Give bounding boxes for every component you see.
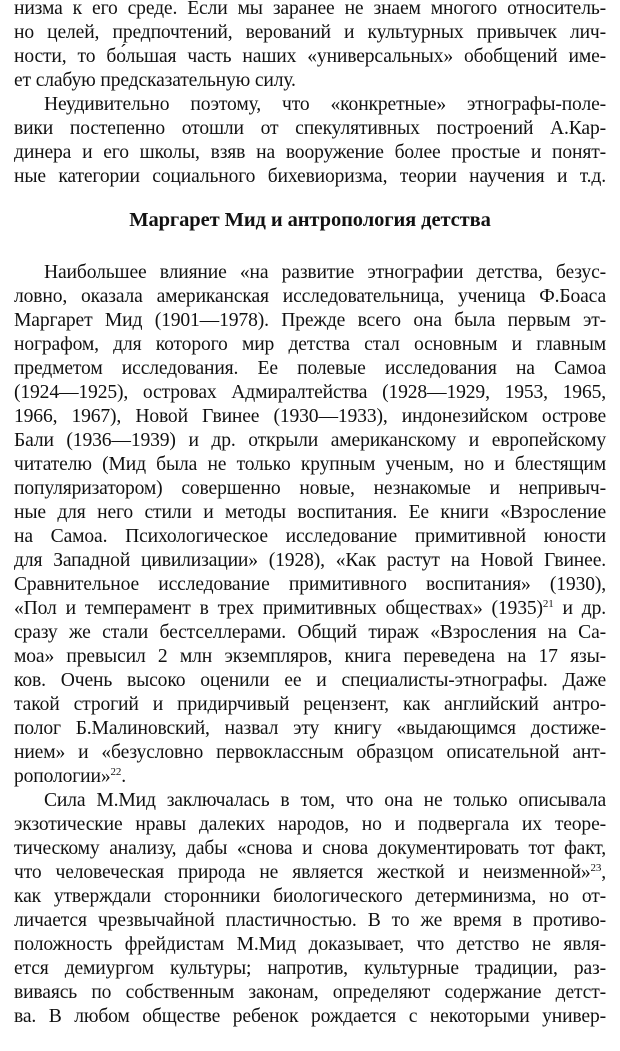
text-segment: «Пол и темперамент в трех примитивных обществах» (1935) bbox=[14, 598, 543, 619]
text-segment: что человеческая природа не является жесткой и неизменной» bbox=[14, 862, 591, 883]
text-line: Маргарет Мид (1901—1978). Прежде всего она была первым эт- bbox=[14, 310, 606, 331]
text-segment: ропологии» bbox=[14, 766, 111, 787]
text-line-with-footnote bbox=[14, 860, 606, 885]
text-line: 1966, 1967), Новой Гвинее (1930—1933), индонезийском острове bbox=[14, 406, 606, 427]
section-heading: Маргарет Мид и антропология детства bbox=[129, 209, 491, 231]
footnote-marker: 21 bbox=[542, 598, 554, 610]
footnote-marker: 22 bbox=[110, 766, 122, 778]
text-line: ные категории социального бихевиоризма, теории научения и т.д. bbox=[14, 166, 606, 187]
text-line: сразу же стали бестселлерами. Общий тираж «Взросления на Са- bbox=[14, 622, 606, 643]
text-line: читателю (Мид была не только крупным ученым, но и блестящим bbox=[14, 454, 606, 475]
text-line-with-footnote bbox=[14, 596, 606, 621]
text-line: вики постепенно отошли от спекулятивных построений А.Кар- bbox=[14, 118, 606, 139]
text-line: ков. Очень высоко оценили ее и специалисты-этнографы. Даже bbox=[14, 670, 606, 691]
text-line: положность фрейдистам М.Мид доказывает, что детство не явля- bbox=[14, 934, 606, 955]
text-line: виваясь по собственным законам, определяют содержание детст- bbox=[14, 982, 606, 1003]
text-line: Сравнительное исследование примитивного воспитания» (1930), bbox=[14, 574, 606, 595]
text-line: ные для него стили и методы воспитания. Ее книги «Взросление bbox=[14, 502, 606, 523]
text-line: на Самоа. Психологическое исследование примитивной юности bbox=[14, 526, 606, 547]
text-line: личается чрезвычайной пластичностью. В то же время в противо- bbox=[14, 910, 606, 931]
footnote-marker: 23 bbox=[590, 862, 602, 874]
text-line: ности, то бо́льшая часть наших «универсальных» обобщений име- bbox=[14, 46, 606, 67]
text-line: динера и его школы, взяв на вооружение более простые и понят- bbox=[14, 142, 606, 163]
text-line: тическому анализу, дабы «снова и снова документировать тот факт, bbox=[14, 838, 606, 859]
text-segment: и др. bbox=[553, 598, 606, 619]
text-line-with-footnote bbox=[14, 764, 606, 789]
text-line: популяризатором) совершенно новые, незнакомые и непривыч- bbox=[14, 478, 606, 499]
text-line: Бали (1936—1939) и др. открыли американскому и европейскому bbox=[14, 430, 606, 451]
text-line: такой строгий и придирчивый рецензент, как английский антро- bbox=[14, 694, 606, 715]
text-line: ва. В любом обществе ребенок рождается с некоторыми универ- bbox=[14, 1006, 606, 1027]
text-line: нием» и «безусловно первоклассным образцом описательной ант- bbox=[14, 742, 606, 763]
text-line: но целей, предпочтений, верований и культурных привычек лич- bbox=[14, 22, 606, 43]
paragraph-first-line: Неудивительно поэтому, что «конкретные» этнографы-поле- bbox=[44, 94, 606, 115]
text-line: экзотические нравы далеких народов, но и подвергала их теоре- bbox=[14, 814, 606, 835]
text-segment: , bbox=[601, 862, 606, 883]
paragraph-first-line: Сила М.Мид заключалась в том, что она не только описывала bbox=[44, 790, 606, 811]
text-line: ловно, оказала американская исследовательница, ученица Ф.Боаса bbox=[14, 286, 606, 307]
text-line: нографом, для которого мир детства стал основным и главным bbox=[14, 334, 606, 355]
text-line: предметом исследования. Ее полевые исследования на Самоа bbox=[14, 358, 606, 379]
text-line: низма к его среде. Если мы заранее не знаем многого относитель- bbox=[14, 0, 606, 19]
text-segment: . bbox=[121, 766, 126, 787]
text-line: как утверждали сторонники биологического детерминизма, но от- bbox=[14, 886, 606, 907]
text-line: полог Б.Малиновский, назвал эту книгу «выдающимся достиже- bbox=[14, 718, 606, 739]
paragraph-first-line: Наибольшее влияние «на развитие этнографии детства, безус- bbox=[44, 262, 606, 283]
text-line: для Западной цивилизации» (1928), «Как растут на Новой Гвинее. bbox=[14, 550, 606, 571]
text-line: ет слабую предсказательную силу. bbox=[14, 70, 296, 91]
text-line: ется демиургом культуры; напротив, культурные традиции, раз- bbox=[14, 958, 606, 979]
text-line: (1924—1925), островах Адмиралтейства (1928—1929, 1953, 1965, bbox=[14, 382, 606, 403]
text-line: моа» превысил 2 млн экземпляров, книга переведена на 17 язы- bbox=[14, 646, 606, 667]
